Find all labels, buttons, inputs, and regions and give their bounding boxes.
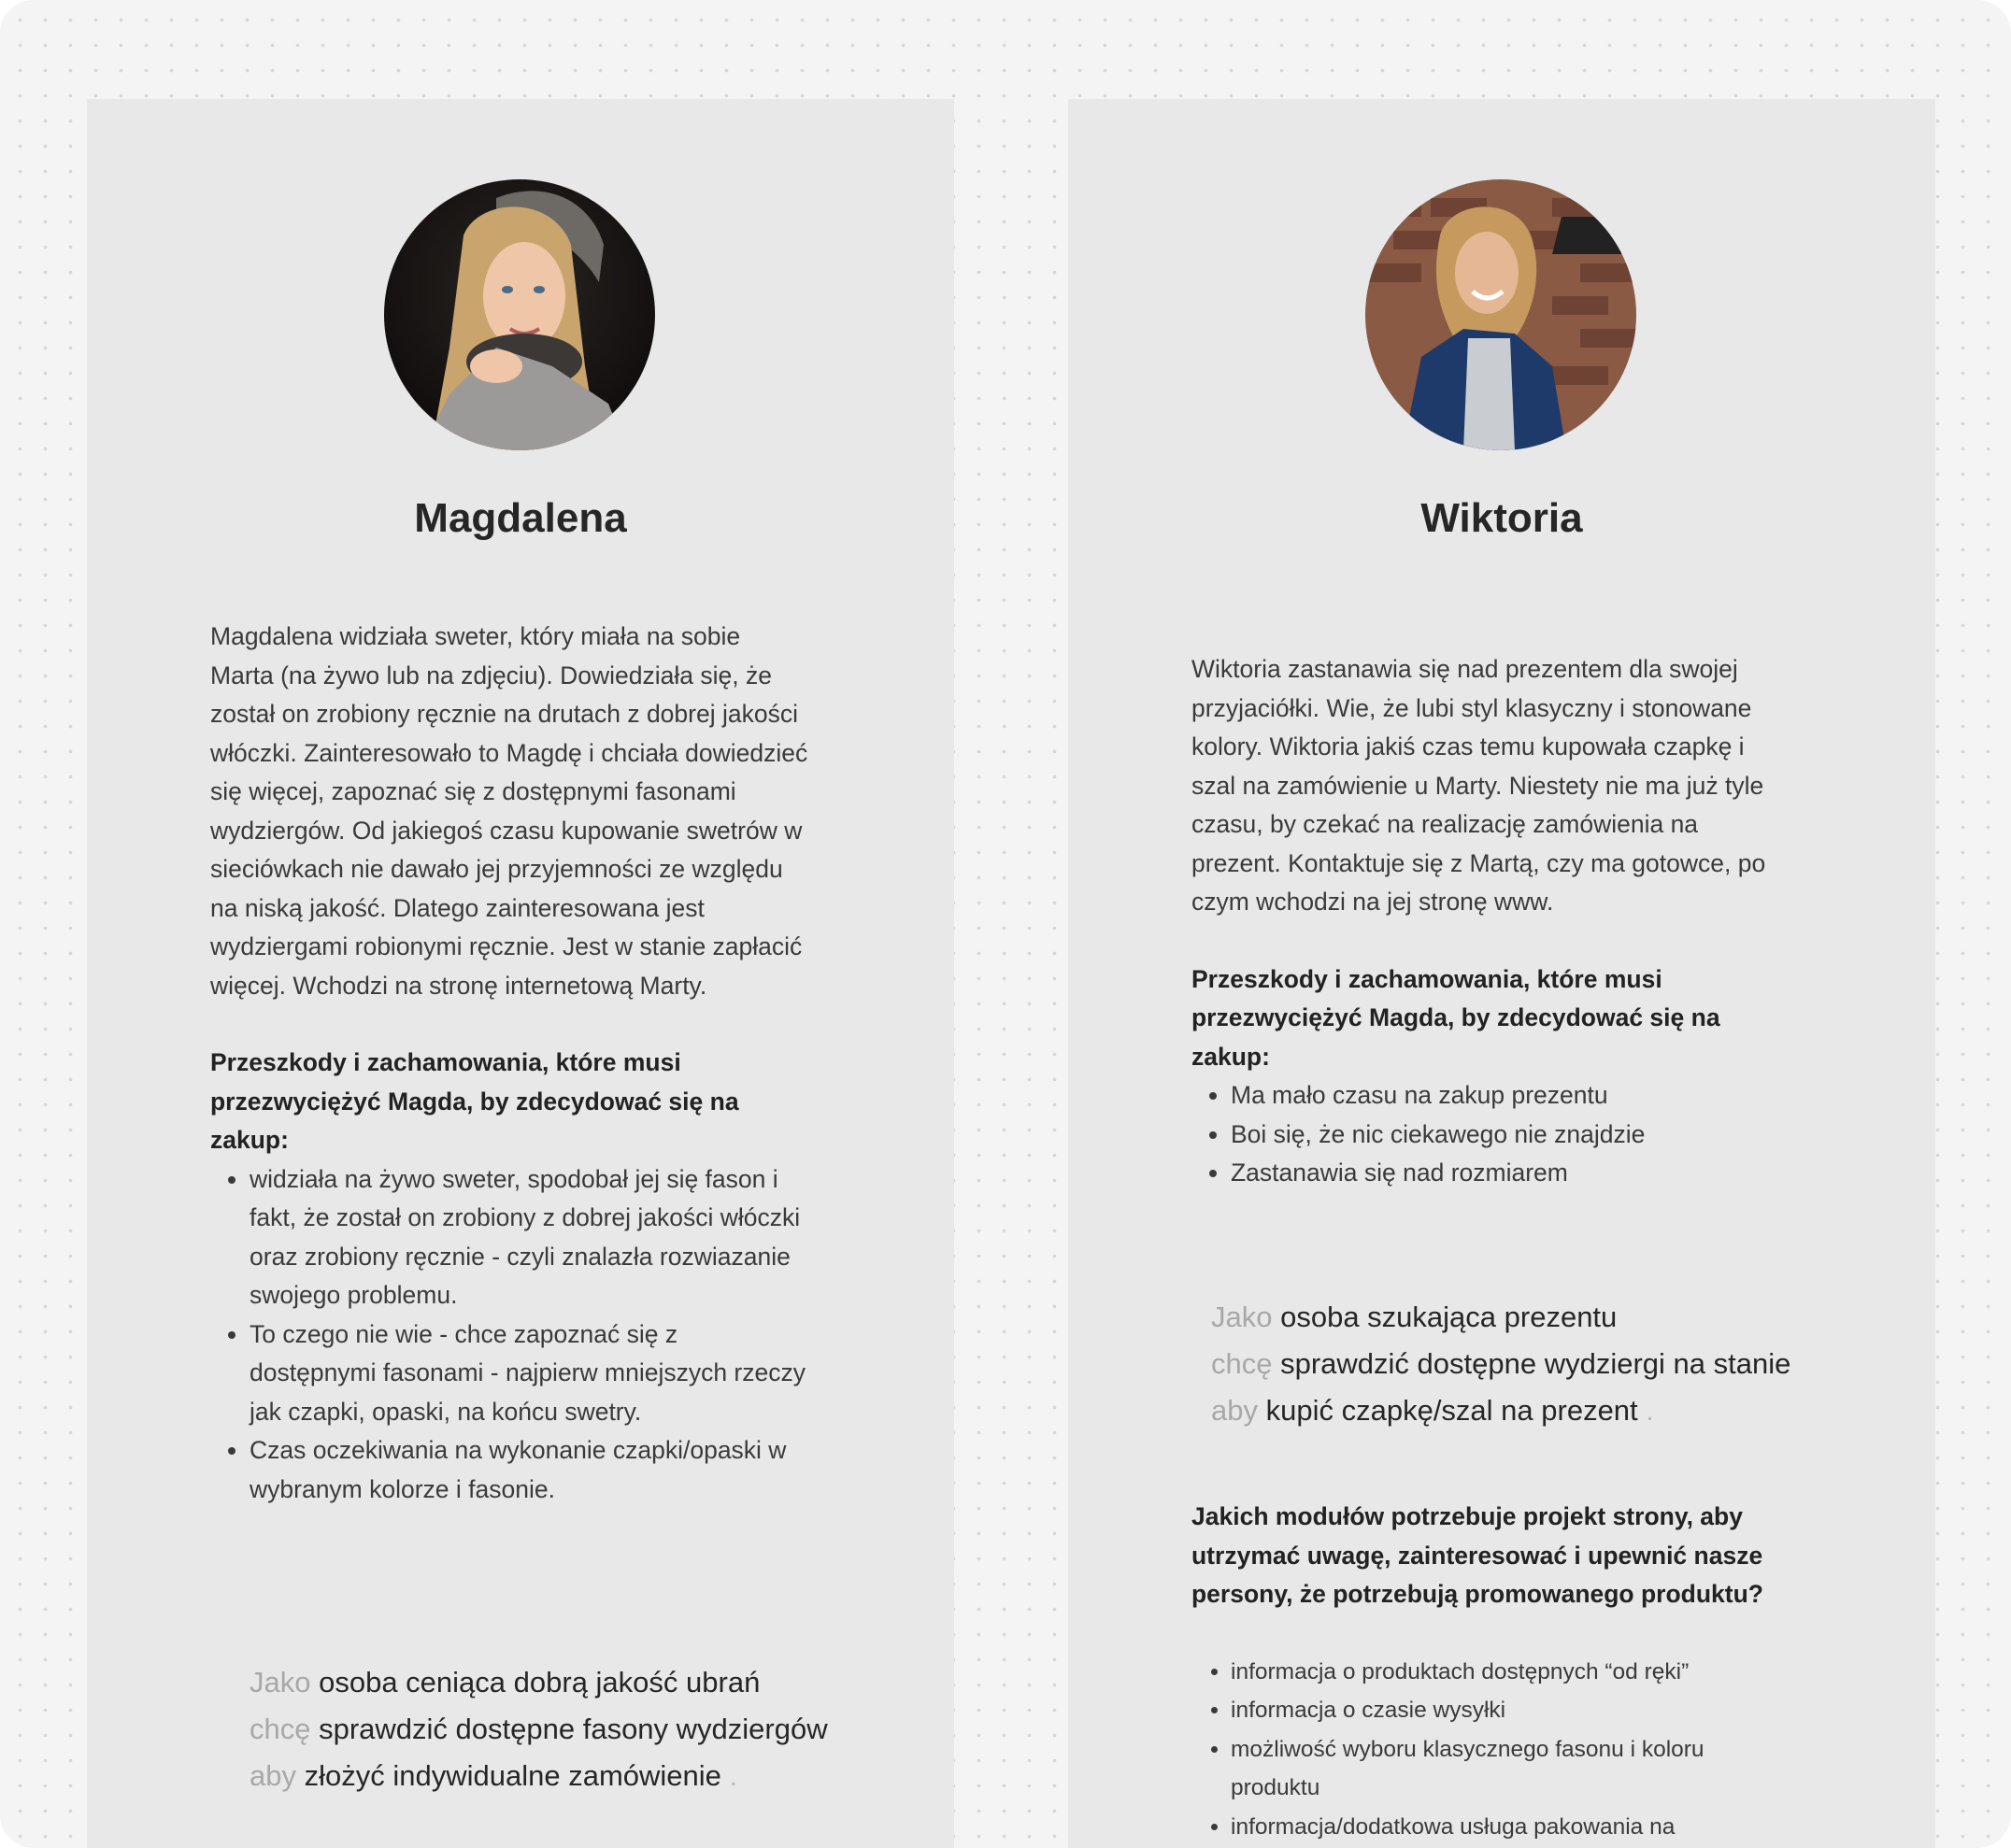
list-item: • informacja o produktach dostępnych “od ręki” [1231, 1653, 1790, 1692]
list-item: • możliwość wyboru klasycznego fasonu i koloru produktu [1231, 1730, 1790, 1808]
persona-card-magdalena [87, 99, 954, 1848]
barriers-heading: Przeszkody i zachamowania, które musi przezwyciężyć Magda, by zdecydować się na zakup: [1191, 964, 1720, 1071]
user-story [1211, 1294, 1790, 1434]
modules-list [1191, 1653, 1790, 1847]
portrait-photo-icon [384, 179, 655, 450]
avatar [1365, 179, 1636, 450]
portrait-photo-icon [1365, 179, 1636, 450]
list-item: • To czego nie wie - chce zapoznać się z dostępnymi fasonami - najpierw mniejszych rzeczy jak czapki, opaski, na końcu swetry. [250, 1315, 808, 1432]
user-story-as: Jako osoba szukająca prezentu [1211, 1301, 1618, 1333]
avatar [384, 179, 655, 450]
barriers-heading: Przeszkody i zachamowania, które musi przezwyciężyć Magda, by zdecydować się na zakup: [210, 1048, 739, 1154]
barriers-list [1191, 1076, 1790, 1193]
barriers-list [210, 1160, 808, 1510]
persona-content [210, 618, 808, 1509]
user-story [250, 1659, 828, 1799]
user-story-want: chcę sprawdzić dostępne fasony wydziergów [250, 1713, 828, 1745]
user-story-want: chcę sprawdzić dostępne wydziergi na stanie [1211, 1347, 1791, 1380]
list-item: • Ma mało czasu na zakup prezentu [1231, 1076, 1790, 1116]
persona-card-wiktoria [1068, 99, 1935, 1848]
list-item: • Zastanawia się nad rozmiarem [1231, 1154, 1790, 1193]
user-story-so: aby kupić czapkę/szal na prezent . [1211, 1394, 1654, 1427]
persona-name: Wiktoria [1420, 495, 1583, 541]
modules-heading: Jakich modułów potrzebuje projekt strony, aby utrzymać uwagę, zainteresować i upewnić nasze persony, że potrzebują promowanego produktu? [1191, 1502, 1763, 1608]
persona-name: Magdalena [414, 495, 627, 541]
list-item: • widziała na żywo sweter, spodobał jej się fason i fakt, że został on zrobiony z dobrej jakości włóczki oraz zrobiony ręcznie - czyli znalazła rozwiazanie swojego problemu. [250, 1160, 808, 1315]
persona-content [1191, 650, 1790, 1193]
modules-section [1191, 1498, 1790, 1846]
persona-description: Magdalena widziała sweter, który miała na sobie Marta (na żywo lub na zdjęciu). Dowiedziała się, że został on zrobiony ręcznie na drutach z dobrej jakości włóczki. Zainteresowało to Magdę i chciała dowiedzieć się więcej, zapoznać się z dostępnymi fasonami wydziergów. Od jakiegoś czasu kupowanie swetrów w sieciówkach nie dawało jej przyjemności ze względu na niską jakość. Dlatego zainteresowana jest wydziergami robionymi ręcznie. Jest w stanie zapłacić więcej. Wchodzi na stronę internetową Marty. [210, 622, 808, 1000]
list-item: • Boi się, że nic ciekawego nie znajdzie [1231, 1116, 1790, 1155]
list-item: • Czas oczekiwania na wykonanie czapki/opaski w wybranym kolorze i fasonie. [250, 1431, 808, 1509]
persona-description: Wiktoria zastanawia się nad prezentem dla swojej przyjaciółki. Wie, że lubi styl klasyczny i stonowane kolory. Wiktoria jakiś czas temu kupowała czapkę i szal na zamówienie u Marty. Niestety nie ma już tyle czasu, by czekać na realizację zamówienia na prezent. Kontaktuje się z Martą, czy ma gotowce, po czym wchodzi na jej stronę www. [1191, 655, 1766, 916]
user-story-as: Jako osoba ceniąca dobrą jakość ubrań [250, 1666, 761, 1699]
list-item: • informacja/dodatkowa usługa pakowania na [1231, 1808, 1790, 1847]
list-item: • informacja o czasie wysyłki [1231, 1691, 1790, 1730]
user-story-so: aby złożyć indywidualne zamówienie . [250, 1759, 738, 1792]
